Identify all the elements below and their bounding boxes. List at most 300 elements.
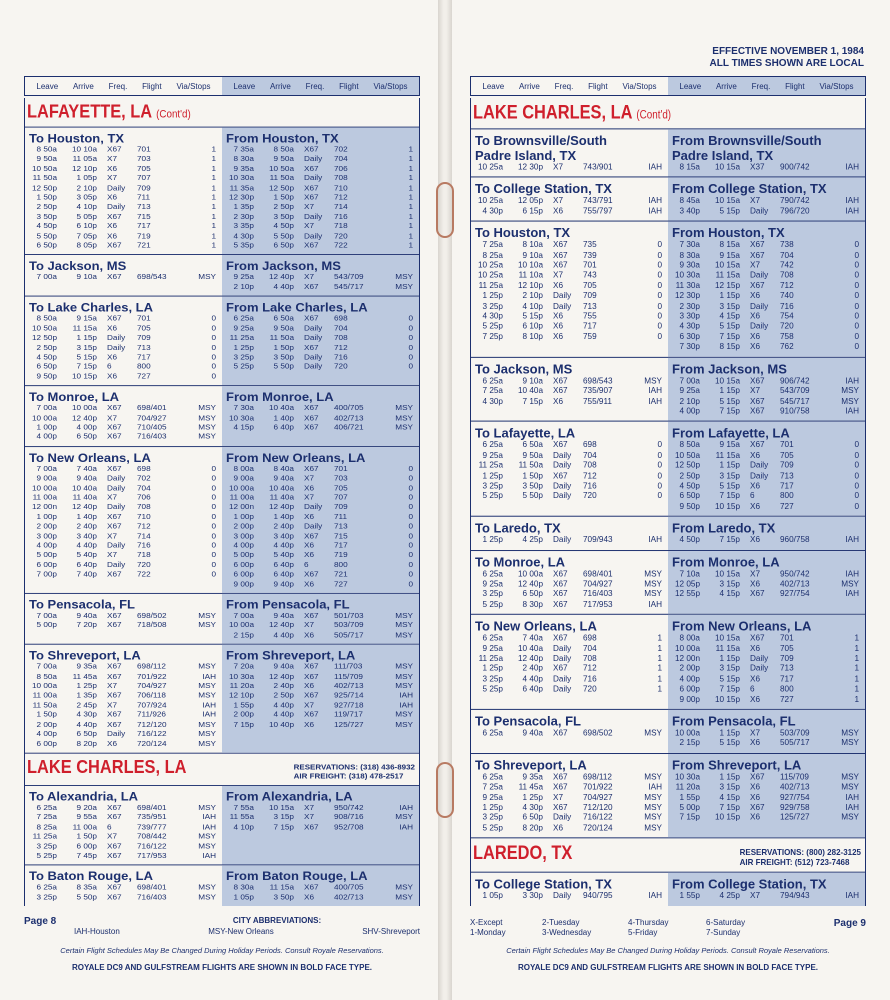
table-row [672,739,859,749]
flight-number: 716/403 [137,432,167,441]
flight-number: 794/943 [780,891,810,901]
booklet-fold [438,0,452,1000]
leave-time: 7 00a [679,376,700,386]
via-stops: 0 [211,352,216,362]
via-stops: 0 [408,473,413,483]
table-row [29,404,216,414]
via-stops: IAH [399,691,413,700]
table-row [226,551,413,561]
flight-number: 125/727 [334,720,364,729]
to-column [25,255,222,295]
frequency: X7 [304,221,315,231]
arrive-time: 11 50a [269,173,294,183]
arrive-time: 3 15p [719,664,740,674]
arrive-time: 3 15p [273,813,294,822]
via-stops: MSY [395,662,413,671]
leave-time: 6 25a [36,803,57,812]
table-row [475,332,662,342]
legend-item: 1-Monday [470,928,506,937]
table-row [226,672,413,682]
table-row [672,644,859,654]
frequency: Daily [553,301,572,311]
leave-time: 11 00a [32,691,57,700]
to-destination: To Pensacola, FL [475,713,581,729]
table-row [475,590,662,600]
table-row [672,471,859,481]
arrive-time: 4 10p [76,202,97,212]
flight-number: 712 [334,343,348,352]
table-row [672,664,859,674]
table-row [29,203,216,213]
via-stops: MSY [395,422,413,432]
column-header-from [668,77,865,95]
leave-time: 11 25a [478,653,503,663]
frequency: Daily [750,301,769,311]
from-origin: From Houston, TX [226,131,339,146]
flight-number: 704 [334,154,348,164]
arrive-time: 3 50p [273,212,294,221]
leave-time: 6 25a [482,633,503,643]
arrive-time: 6 50p [522,813,543,823]
arrive-time: 2 50p [273,691,294,700]
arrive-time: 4 40p [522,674,543,684]
arrive-time: 10 15a [714,162,740,172]
frequency: Daily [304,154,323,164]
via-stops: IAH [845,206,859,216]
frequency: Daily [304,173,323,183]
schedule-rows [29,273,216,283]
leave-time: 8 00a [679,633,700,643]
from-origin: From College Station, TX [672,876,827,892]
via-stops: 0 [854,240,859,250]
to-column [471,551,668,614]
leave-time: 1 25p [482,664,503,674]
col-leave: Leave [36,81,59,91]
frequency: Daily [553,891,572,901]
flight-number: 704/927 [137,681,167,690]
via-stops: 0 [854,471,859,480]
frequency: Daily [304,522,323,531]
leave-time: 11 20a [229,681,254,690]
table-row [226,701,413,711]
via-stops: 0 [211,541,216,550]
flight-number: 402/713 [780,579,810,589]
flight-number: 713 [780,471,794,480]
table-row [29,193,216,203]
via-stops: IAH [399,700,413,710]
leave-time: 5 25p [482,823,503,833]
schedule-rows [29,662,216,748]
via-stops: 0 [657,481,662,491]
table-row [226,353,413,363]
column-header-right [470,76,866,96]
table-row [226,611,413,621]
flight-number: 704/927 [583,792,613,802]
from-origin: From New Orleans, LA [672,618,812,634]
via-stops: 0 [211,493,216,502]
page-number: Page 9 [833,918,866,929]
flight-number: 543/709 [334,272,364,282]
flight-number: 709/943 [583,535,613,545]
table-row [475,163,662,173]
arrive-time: 5 50p [273,231,294,240]
from-origin: From Pensacola, FL [672,713,796,729]
table-row [475,322,662,332]
route-block [25,865,419,906]
schedule-rows [29,803,216,861]
flight-number: 545/717 [334,282,364,291]
flight-number: 705 [780,450,794,460]
frequency: X67 [304,164,319,173]
leave-time: 12 50p [674,460,700,470]
flight-number: 713 [334,522,348,531]
table-row [672,793,859,803]
via-stops: 0 [657,440,662,450]
arrive-time: 5 15p [719,674,740,684]
frequency: X7 [107,550,118,560]
arrive-time: 4 40p [273,282,294,291]
arrive-time: 3 15p [719,471,740,480]
table-row [29,672,216,682]
frequency: Daily [553,813,572,823]
leave-time: 11 25a [229,333,254,342]
flight-number: 701/922 [137,672,167,681]
arrive-time: 9 35a [76,662,97,671]
frequency: X67 [107,570,122,579]
flight-number: 716 [780,301,794,311]
frequency: X67 [107,611,122,620]
schedule-rows [29,145,216,251]
leave-time: 10 00a [228,621,254,630]
leave-time: 1 25p [482,291,503,301]
leave-time: 10 00a [31,681,57,690]
flight-number: 906/742 [780,376,810,386]
via-stops: 0 [408,502,413,512]
table-row [672,302,859,312]
to-destination: To Houston, TX [475,225,571,241]
flight-number: 717 [780,481,794,491]
frequency: X67 [553,440,568,450]
via-stops: 1 [211,164,216,173]
to-destination: To College Station, TX [475,181,612,197]
flight-number: 709 [334,502,348,512]
leave-time: 11 00a [229,493,254,502]
to-destination: To College Station, TX [475,876,612,892]
frequency: X67 [553,633,568,643]
arrive-time: 7 40p [76,570,97,579]
to-column [25,128,222,255]
leave-time: 8 15a [679,162,700,172]
route-block [471,709,865,753]
schedule-rows [226,464,413,589]
leave-time: 10 25a [477,196,503,206]
leave-time: 8 30a [233,883,254,892]
from-column [222,786,419,865]
arrive-time: 12 30p [517,162,543,172]
table-row [672,271,859,281]
table-row [29,413,216,423]
arrive-time: 11 50a [518,460,543,470]
arrive-time: 8 20p [522,823,543,833]
table-row [475,376,662,386]
flight-number: 125/727 [780,813,810,823]
table-row [29,503,216,513]
via-stops: MSY [644,376,662,386]
via-stops: MSY [395,282,413,291]
table-row [672,386,859,396]
table-row [29,184,216,194]
col-via: Via/Stops [622,81,657,91]
leave-time: 7 25a [482,240,503,250]
to-destination: To Monroe, LA [29,389,120,404]
via-stops: IAH [202,813,216,822]
table-row [226,314,413,324]
flight-number: 705 [334,483,348,492]
arrive-time: 6 40p [273,560,294,569]
route-block [471,614,865,709]
leave-time: 7 55a [233,803,254,812]
from-origin: From College Station, TX [672,181,827,197]
arrive-time: 6 50p [522,589,543,599]
to-destination: To New Orleans, LA [475,618,597,634]
table-row [672,163,859,173]
to-column [471,873,668,906]
schedule-rows [672,196,859,216]
arrive-time: 11 05a [72,154,97,164]
leave-time: 7 25a [482,386,503,396]
flight-number: 706 [334,164,348,173]
flight-number: 698/401 [137,883,167,892]
via-stops: MSY [841,579,859,589]
via-stops: 0 [211,323,216,333]
table-row [29,522,216,532]
col-leave: Leave [482,81,505,91]
frequency: X7 [750,728,761,738]
col-flight: Flight [339,81,359,91]
table-row [226,512,413,522]
leave-time: 10 25a [477,162,503,172]
via-stops: MSY [644,728,662,738]
table-row [475,783,662,793]
arrive-time: 1 50p [76,832,97,841]
leave-time: 11 30a [675,281,700,291]
flight-number: 710 [137,512,151,521]
table-row [672,590,859,600]
via-stops: 0 [854,301,859,311]
schedule-rows [475,892,662,902]
col-arrive: Arrive [518,81,540,91]
flight-number: 115/709 [780,772,809,782]
table-row [672,441,859,451]
schedule-rows [672,376,859,417]
city-header-laredo [471,838,865,872]
table-row [475,674,662,684]
arrive-time: 12 40p [268,502,294,512]
table-row [226,324,413,334]
via-stops: IAH [845,196,859,206]
via-stops: MSY [644,772,662,782]
leave-time: 11 20a [675,782,700,792]
arrive-time: 3 15p [719,782,740,792]
city-title: LAREDO, TX [473,842,573,865]
flight-number: 910/758 [780,406,810,416]
staple-bottom [436,762,454,818]
via-stops: 0 [408,522,413,531]
frequency: X7 [107,832,118,841]
table-row [226,682,413,692]
arrive-time: 10 00a [71,403,97,413]
to-column [471,129,668,176]
flight-number: 400/705 [334,403,364,413]
flight-number: 713 [137,343,151,352]
via-stops: 0 [408,352,413,362]
from-origin: From Brownsville/South Padre Island, TX [672,133,822,163]
frequency: X6 [750,481,761,491]
via-stops: 0 [408,531,413,540]
leave-time: 1 00p [36,512,57,521]
table-row [226,621,413,631]
frequency: X6 [750,579,761,589]
flight-number: 927/718 [334,700,364,710]
leave-time: 9 50a [36,154,57,164]
via-stops: 0 [854,501,859,511]
frequency: X67 [107,212,122,221]
flight-number: 704 [334,323,348,333]
via-stops: 0 [854,260,859,270]
frequency: Daily [750,206,769,216]
staple-top [436,182,454,238]
flight-number: 708 [137,502,151,512]
via-stops: 0 [211,473,216,483]
frequency: X7 [107,700,118,710]
to-column [471,422,668,516]
arrive-time: 6 50p [273,241,294,250]
leave-time: 9 00a [233,473,254,483]
column-header-to [25,77,222,95]
flight-number: 707 [334,493,348,502]
flight-number: 505/717 [780,738,810,748]
frequency: Daily [107,183,126,192]
frequency: Daily [553,653,572,663]
frequency: X7 [304,272,315,282]
arrive-time: 5 15p [719,206,740,216]
col-flight: Flight [142,81,162,91]
arrive-time: 4 15p [719,792,740,802]
arrive-time: 12 40p [71,413,97,422]
leave-time: 10 25a [477,271,503,280]
frequency: X67 [107,241,122,250]
leave-time: 1 05p [482,891,503,901]
frequency: X7 [107,413,118,422]
leave-time: 12 00n [228,502,254,512]
arrive-time: 2 40p [273,681,294,690]
frequency: X6 [107,739,118,748]
leave-time: 9 25a [233,323,254,333]
flight-number: 929/758 [780,803,810,812]
leave-time: 1 50p [36,710,57,719]
flight-number: 708 [583,653,597,663]
arrive-time: 9 40a [273,473,294,483]
route-block [471,421,865,516]
leave-time: 3 25p [36,892,57,902]
frequency: X6 [304,541,315,550]
flight-number: 716 [137,541,151,550]
arrive-time: 8 20p [76,739,97,748]
arrive-time: 4 25p [522,535,543,545]
arrive-time: 5 50p [273,362,294,371]
flight-number: 722 [334,241,348,250]
via-stops: 0 [657,260,662,270]
page-number: Page 8 [24,916,57,927]
leave-time: 2 30p [679,301,700,311]
frequency: Daily [553,291,572,301]
arrive-time: 10 15a [714,569,740,579]
from-column [222,594,419,644]
frequency: X67 [304,314,319,323]
via-stops: IAH [399,822,413,831]
frequency: X67 [553,782,568,792]
from-column [668,178,865,221]
leave-time: 7 10a [679,569,700,579]
table-row [475,291,662,301]
leave-time: 10 50a [674,450,700,460]
table-row [672,492,859,502]
via-stops: 1 [408,173,413,183]
arrive-time: 9 35a [522,772,543,782]
via-stops: 1 [211,183,216,192]
table-row [29,334,216,344]
via-stops: 0 [657,301,662,311]
table-row [672,535,859,545]
arrive-time: 9 40a [76,473,97,483]
frequency: X67 [107,422,122,432]
via-stops: IAH [845,792,859,802]
table-row [29,423,216,433]
via-stops: 0 [211,531,216,540]
leave-time: 1 05p [233,892,254,902]
frequency: X6 [304,483,315,492]
frequency: X67 [553,579,568,589]
flight-number: 790/742 [780,196,810,206]
table-row [226,893,413,903]
col-leave: Leave [679,81,702,91]
leave-time: 6 50p [36,362,57,371]
via-stops: IAH [845,569,859,579]
from-column [668,754,865,838]
flight-number: 698/401 [137,403,167,413]
arrive-time: 9 10a [76,272,97,282]
leave-time: 3 40p [679,206,700,216]
flight-number: 716 [583,481,597,491]
reservations-phone: RESERVATIONS: (318) 436-8932 [293,762,415,772]
bold-face-note: ROYALE DC9 AND GULFSTREAM FLIGHTS ARE SHOWN IN BOLD FACE TYPE. [71,963,372,972]
via-stops: 0 [211,371,216,381]
frequency: X67 [750,772,765,782]
to-column [25,866,222,906]
via-stops: MSY [198,413,216,422]
flight-number: 709 [137,183,151,192]
frequency: X67 [304,282,319,291]
via-stops: MSY [198,803,216,812]
from-column [222,386,419,446]
leave-time: 4 00p [233,541,254,550]
frequency: X67 [553,803,568,812]
flight-number: 713 [137,202,151,212]
from-column [668,358,865,421]
arrive-time: 7 15p [76,362,97,371]
table-row [672,813,859,823]
flight-number: 709 [780,653,794,663]
